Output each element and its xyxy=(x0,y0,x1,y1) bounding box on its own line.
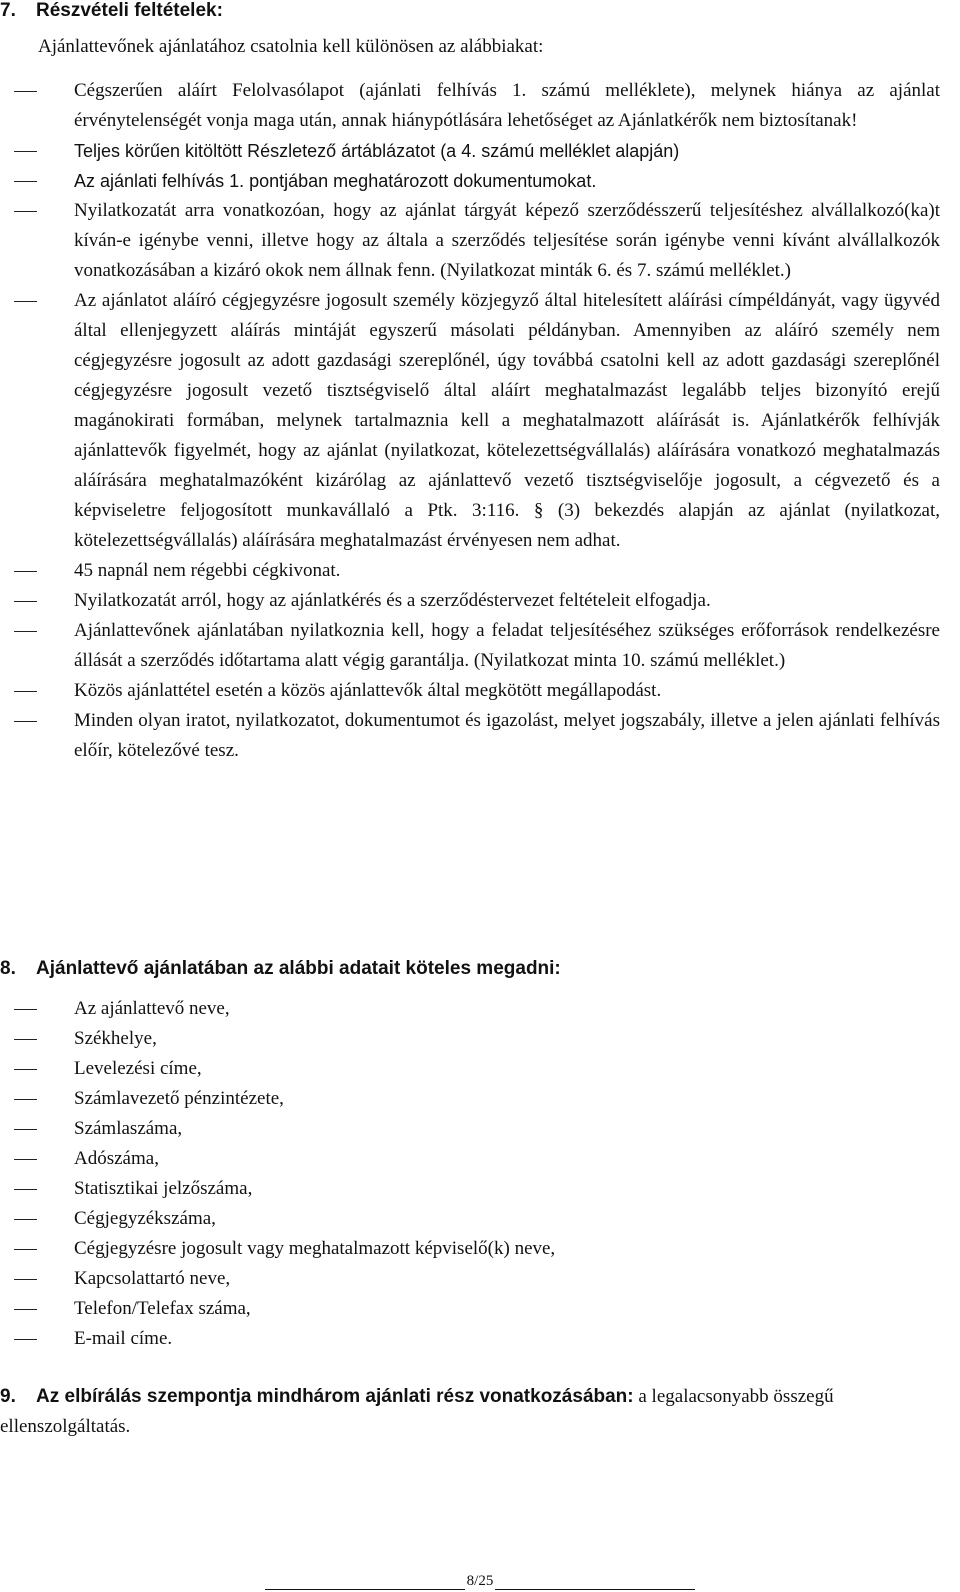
list-item: Kapcsolattartó neve, xyxy=(0,1264,940,1294)
footer-rule-left xyxy=(265,1575,465,1590)
page-number: 8/25 xyxy=(466,1573,494,1589)
list-item: Számlaszáma, xyxy=(0,1114,940,1144)
page-footer xyxy=(0,1572,960,1590)
section-7-heading xyxy=(0,0,223,26)
section-number: 8. xyxy=(0,958,16,979)
list-item: Telefon/Telefax száma, xyxy=(0,1294,940,1324)
section-title: Ajánlattevő ajánlatában az alábbi adatait köteles megadni: xyxy=(36,958,561,979)
list-item: Az ajánlattevő neve, xyxy=(0,994,940,1024)
section-title: Részvételi feltételek: xyxy=(36,0,223,21)
list-item: Az ajánlatot aláíró cégjegyzésre jogosult személy közjegyző által hitelesített aláírási címpéldányát, vagy ügyvéd által ellenjegyzett aláírás mintáját egyszerű másolati példányban. Amennyiben az aláíró személy nem cégjegyzésre jogosult az adott gazdasági szereplőnél, úgy továbbá csatolni kell az adott gazdasági szereplőnél cégjegyzésre jogosult vezető tisztségviselő által aláírt meghatalmazást legalább teljes bizonyító erejű magánokirati formában, melynek tartalmaznia kell a meghatalmazott aláírását is. Ajánlatkérők felhívják ajánlattevők figyelmét, hogy az ajánlat (nyilatkozat, kötelezettségvállalás) aláírására vonatkozó meghatalmazás aláírására meghatalmazóként kizárólag az ajánlattevő vezető tisztségviselője jogosult, a cégvezető és a képviseletre feljogosított munkavállaló a Ptk. 3:116. § (3) bekezdés alapján az ajánlat (nyilatkozat, kötelezettségvállalás) aláírására meghatalmazást érvényesen nem adhat. xyxy=(0,286,940,556)
list-item: Székhelye, xyxy=(0,1024,940,1054)
section-number: 9. xyxy=(0,1386,16,1407)
section-title: Az elbírálás szempontja mindhárom ajánlati rész vonatkozásában: xyxy=(36,1386,634,1407)
list-item: Nyilatkozatát arról, hogy az ajánlatkérés és a szerződéstervezet feltételeit elfogadja. xyxy=(0,586,940,616)
list-item: Cégjegyzékszáma, xyxy=(0,1204,940,1234)
list-item: Ajánlattevőnek ajánlatában nyilatkoznia kell, hogy a feladat teljesítéséhez szükséges erőforrások rendelkezésre állását a szerződés időtartama alatt végig garantálja. (Nyilatkozat minta 10. számú melléklet.) xyxy=(0,616,940,676)
section-7-intro: Ajánlattevőnek ajánlatához csatolnia kell különösen az alábbiakat: xyxy=(38,36,544,57)
list-item: Közös ajánlattétel esetén a közös ajánlattevők által megkötött megállapodást. xyxy=(0,676,940,706)
footer-rule-right xyxy=(495,1575,695,1590)
list-item: Statisztikai jelzőszáma, xyxy=(0,1174,940,1204)
section-number: 7. xyxy=(0,0,16,21)
list-item: Nyilatkozatát arra vonatkozóan, hogy az ajánlat tárgyát képező szerződésszerű teljesítéshez alvállalkozó(ka)t kíván-e igénybe venni, illetve hogy az általa a szerződés teljesítése során igénybe venni kívánt alvállalkozók vonatkozásában a kizáró okok nem állnak fenn. (Nyilatkozat minták 6. és 7. számú melléklet.) xyxy=(0,196,940,286)
section-text: a legalacsonyabb összegű ellenszolgáltatás. xyxy=(0,1386,834,1437)
list-item: E-mail címe. xyxy=(0,1324,940,1354)
list-item: Cégjegyzésre jogosult vagy meghatalmazott képviselő(k) neve, xyxy=(0,1234,940,1264)
list-item: Teljes körűen kitöltött Részletező ártáblázatot (a 4. számú melléklet alapján) xyxy=(0,136,940,166)
section-9 xyxy=(0,1382,940,1442)
list-item: 45 napnál nem régebbi cégkivonat. xyxy=(0,556,940,586)
list-item: Adószáma, xyxy=(0,1144,940,1174)
list-item: Levelezési címe, xyxy=(0,1054,940,1084)
section-8-list xyxy=(0,994,940,1354)
list-item: Az ajánlati felhívás 1. pontjában meghatározott dokumentumokat. xyxy=(0,166,940,196)
section-8-heading xyxy=(0,954,561,984)
list-item: Számlavezető pénzintézete, xyxy=(0,1084,940,1114)
list-item: Cégszerűen aláírt Felolvasólapot (ajánlati felhívás 1. számú melléklete), melynek hiánya az ajánlat érvénytelenségét vonja maga után, annak hiánypótlására lehetőséget az Ajánlatkérők nem biztosítanak! xyxy=(0,76,940,136)
list-item: Minden olyan iratot, nyilatkozatot, dokumentumot és igazolást, melyet jogszabály, illetve a jelen ajánlati felhívás előír, kötelezővé tesz. xyxy=(0,706,940,766)
section-7-list xyxy=(0,76,940,766)
